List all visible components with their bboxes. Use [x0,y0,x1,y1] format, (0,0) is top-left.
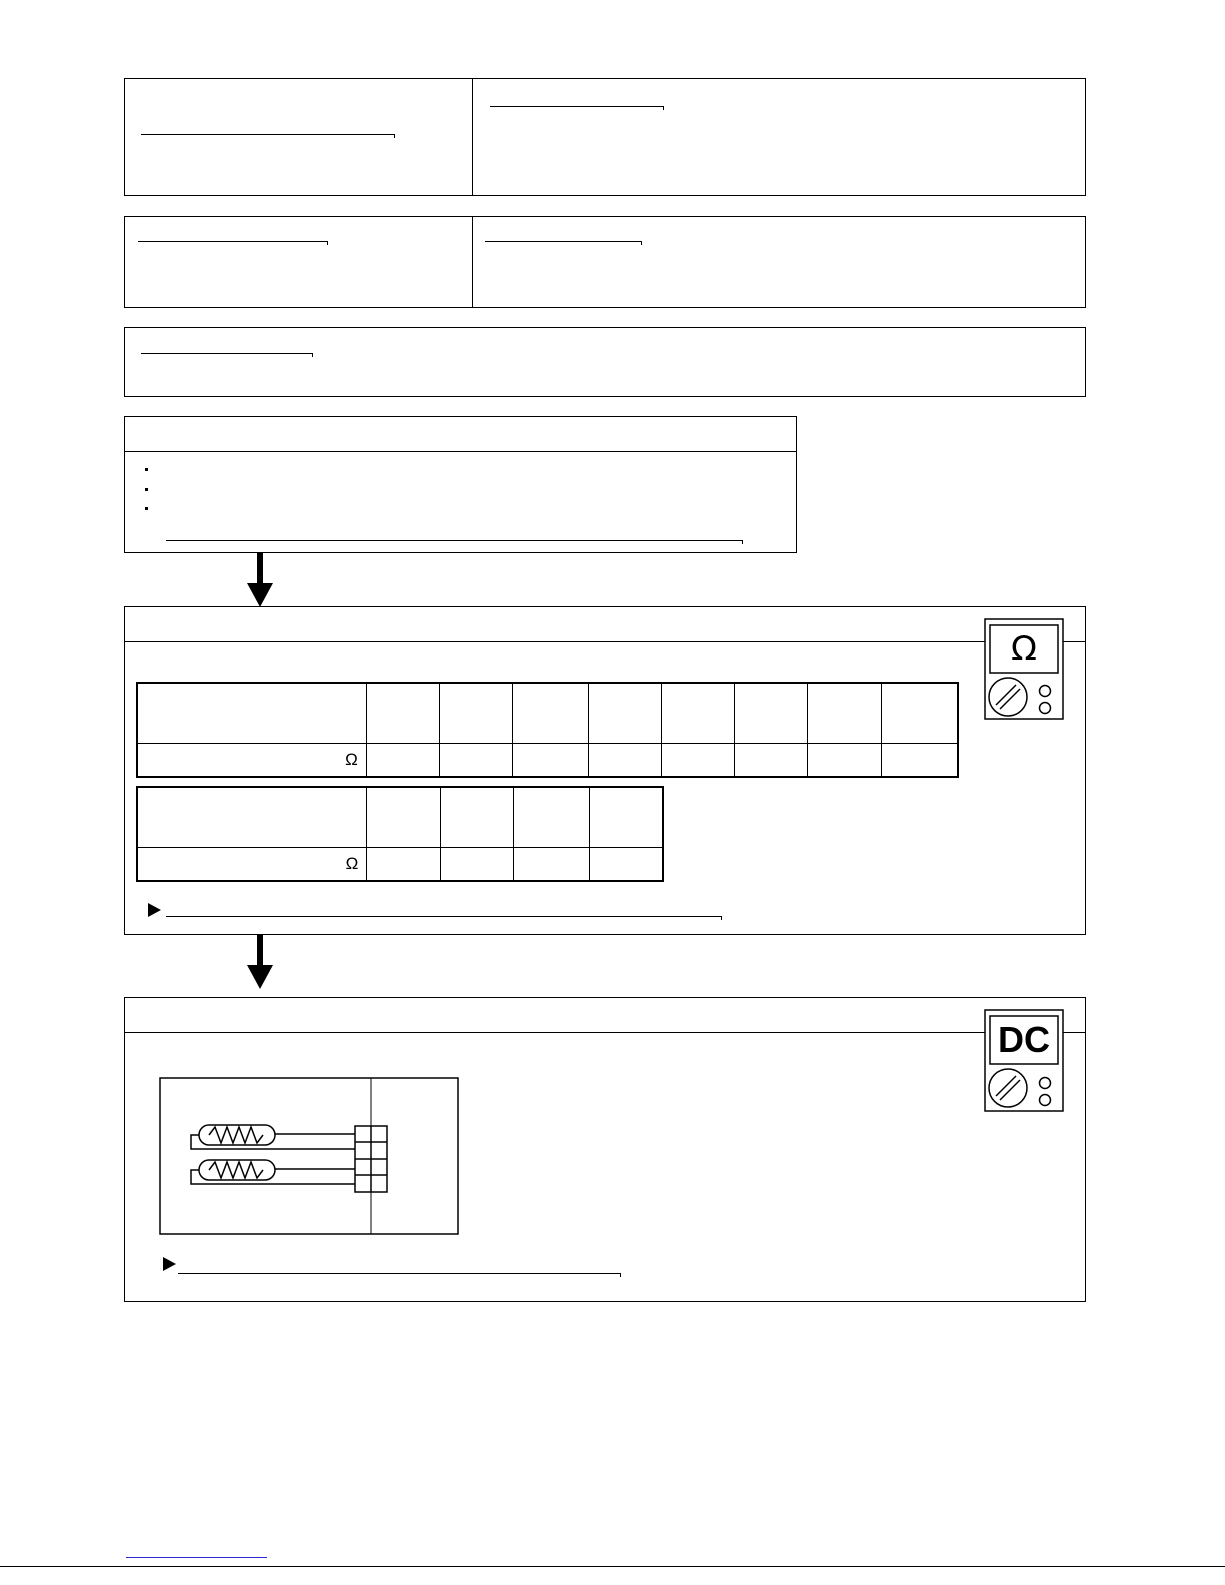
summary-box [124,78,1086,196]
table-a-val-4 [588,743,661,777]
table-a-col-8 [881,683,958,743]
ohmmeter-icon [984,618,1064,720]
step3-play-icon [163,1257,176,1271]
step3-header-rule [125,1032,1085,1033]
summary-detail-underline [490,106,663,107]
table-b-col-3 [514,787,589,847]
step1-header-rule [125,451,796,452]
info-left-underline [138,241,327,242]
info-box [124,216,1086,308]
step2-play-icon [148,903,161,917]
step2-header-rule [125,641,1085,642]
table-a-col-6 [735,683,808,743]
table-a-val-3 [513,743,588,777]
flow-arrow-1-shaft [257,553,263,585]
summary-title-underline [141,134,394,135]
step1-bullet-1 [145,468,148,471]
flow-arrow-2-shaft [257,935,263,967]
step1-box [124,416,797,553]
flow-arrow-2-head [247,965,273,989]
ohmmeter-symbol: Ω [1011,629,1037,669]
table-a-col-1 [366,683,439,743]
step2-box [124,606,1086,935]
table-b-label-cell [137,787,367,847]
table-a-col-7 [808,683,881,743]
table-b-value-row [137,847,663,881]
table-b-val-3 [514,847,589,881]
dc-meter-symbol: DC [998,1019,1050,1060]
table-a-value-row [137,743,958,777]
table-a-col-3 [513,683,588,743]
table-b-label-row [137,787,663,847]
step3-box [124,997,1086,1302]
step3-link-underline[interactable] [178,1273,620,1274]
table-a-col-4 [588,683,661,743]
footer-link[interactable] [126,1557,267,1558]
step1-link-underline[interactable] [166,540,742,541]
table-a-col-2 [440,683,513,743]
summary-divider [472,79,473,195]
table-a-val-7 [808,743,881,777]
table-b-col-4 [589,787,663,847]
flow-arrow-1-head [247,583,273,607]
table-b-unit-cell: Ω [137,847,367,881]
resistance-table-a [136,682,959,778]
table-b-val-4 [589,847,663,881]
step2-link-underline[interactable] [166,916,721,917]
table-a-val-2 [440,743,513,777]
table-b-col-1 [367,787,440,847]
table-a-label-row [137,683,958,743]
table-b-col-2 [440,787,513,847]
dc-voltmeter-icon [984,1009,1064,1112]
table-b-val-1 [367,847,440,881]
table-a-label-cell [137,683,366,743]
table-a-val-6 [735,743,808,777]
step1-bullet-3 [145,507,148,510]
step1-bullet-2 [145,488,148,491]
info-divider [472,217,473,307]
note-box [124,327,1086,397]
table-a-unit-cell: Ω [137,743,366,777]
table-a-col-5 [661,683,734,743]
thermistor-connector-diagram [159,1077,459,1235]
info-right-underline [485,241,641,242]
table-a-val-8 [881,743,958,777]
table-b-val-2 [440,847,513,881]
table-a-val-5 [661,743,734,777]
note-underline [141,353,312,354]
resistance-table-b [136,786,664,882]
table-a-val-1 [366,743,439,777]
footer-rule [0,1566,1225,1567]
